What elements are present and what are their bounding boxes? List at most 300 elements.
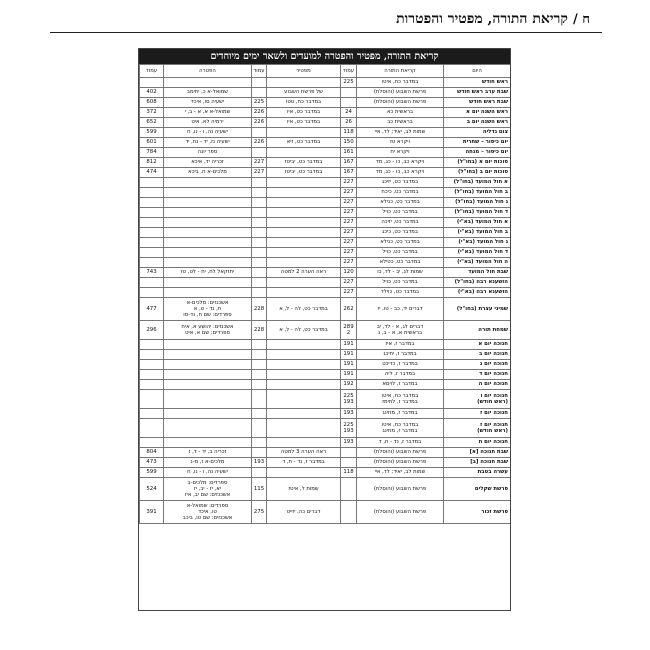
cell-day: ג חול המועד (בא"י): [444, 238, 511, 248]
cell-maftir: [267, 248, 341, 258]
cell-torah-page: 191: [341, 370, 357, 380]
header-rule: [50, 32, 602, 33]
cell-maftir-page: [252, 419, 267, 438]
cell-torah: במדבר ז, כדיכט: [357, 360, 444, 370]
cell-maftir: [267, 198, 341, 208]
cell-day: [444, 390, 511, 409]
cell-torah: במדבר כט, כויל: [357, 278, 444, 288]
cell-maftir-page: [252, 278, 267, 288]
cell-maftir-page: 226: [252, 118, 267, 128]
cell-haftarah-page: 372: [140, 108, 164, 118]
cell-torah-page: 227: [341, 238, 357, 248]
cell-haftarah: [164, 198, 252, 208]
torah-page-line: 2: [346, 330, 351, 336]
cell-torah: במדבר ז, ליה: [357, 370, 444, 380]
cell-torah-page: 118: [341, 128, 357, 138]
cell-day: יום כיפור – מנחה: [444, 148, 511, 158]
table-row: [140, 208, 511, 218]
cell-maftir: במדבר כט, זיא: [267, 138, 341, 148]
cell-maftir: [267, 208, 341, 218]
cell-haftarah: [164, 340, 252, 350]
cell-haftarah: [164, 188, 252, 198]
torah-line: במדבר ז, מחינג: [382, 428, 418, 434]
table-row: [140, 98, 511, 108]
cell-torah: במדבר כט, כטילא: [357, 258, 444, 268]
cell-haftarah: [164, 178, 252, 188]
cell-maftir-page: 228: [252, 321, 267, 340]
torah-line: בראשית א, א - ב, ג: [377, 330, 423, 336]
cell-maftir-page: [252, 248, 267, 258]
haftarah-line: אשכנזים: יהושע א, איח: [181, 323, 234, 330]
table-row: [140, 128, 511, 138]
cell-haftarah-page: 524: [140, 478, 164, 501]
cell-day: סוכות יום ב (בחו"ל): [444, 168, 511, 178]
cell-maftir: [267, 390, 341, 409]
cell-haftarah: [164, 390, 252, 409]
table-title: קריאת התורה, מפטיר והפטרה למועדים ולשאר ימים מיוחדים: [139, 49, 510, 64]
cell-torah: שמות לב, יאיד; לד, איי: [357, 468, 444, 478]
cell-torah-page: 167: [341, 158, 357, 168]
table-row: [140, 258, 511, 268]
cell-maftir-page: [252, 228, 267, 238]
haftarah-line: ספרדים: שמואל-א: [186, 502, 229, 509]
col-torah: קריאת התורה: [357, 65, 444, 78]
cell-maftir: [267, 178, 341, 188]
cell-haftarah-page: [140, 258, 164, 268]
cell-torah-page: 227: [341, 278, 357, 288]
cell-haftarah-page: [140, 390, 164, 409]
table-row: [140, 268, 511, 278]
cell-torah: [357, 419, 444, 438]
col-day: היום: [444, 65, 511, 78]
cell-haftarah-page: [140, 370, 164, 380]
cell-torah-page: 193: [341, 438, 357, 448]
cell-torah: פרשת השבוע (והוסלח): [357, 88, 444, 98]
cell-day: שבת ראש חודש: [444, 98, 511, 108]
haftarah-line: יא, יז - יב, יז: [193, 485, 222, 492]
cell-haftarah-page: 599: [140, 468, 164, 478]
cell-day: שבת ערב ראש חודש: [444, 88, 511, 98]
cell-haftarah-page: [140, 360, 164, 370]
table-row: [140, 321, 511, 340]
cell-maftir-page: [252, 370, 267, 380]
cell-day: א חול המועד (בא"י): [444, 218, 511, 228]
col-maftir: מפטיר: [267, 65, 341, 78]
cell-torah: ויקרא טז: [357, 138, 444, 148]
cell-maftir-page: 227: [252, 168, 267, 178]
cell-day: ב חול המועד (בא"י): [444, 228, 511, 238]
cell-haftarah: [164, 228, 252, 238]
cell-maftir: במדבר כט, יביטז: [267, 158, 341, 168]
col-haftarah-page: עמוד: [140, 65, 164, 78]
cell-torah-page: [341, 88, 357, 98]
cell-haftarah: ישעיה נה, ו - נו, ח: [164, 128, 252, 138]
cell-maftir-page: [252, 208, 267, 218]
cell-torah: בראשית כב: [357, 118, 444, 128]
torah-line: דברים לג, א - לד, יב: [376, 323, 424, 330]
haftarah-line: אשכנזים: שם יב, איז: [184, 492, 231, 499]
cell-day: ב חול המועד (בחו"ל): [444, 188, 511, 198]
cell-torah-page: [341, 501, 357, 524]
cell-maftir-page: [252, 380, 267, 390]
cell-maftir: [267, 128, 341, 138]
cell-torah: במדבר ז, מחינג: [357, 409, 444, 419]
cell-maftir-page: [252, 350, 267, 360]
cell-maftir-page: [252, 258, 267, 268]
cell-maftir-page: [252, 238, 267, 248]
cell-torah: פרשת השבוע (והוסלח): [357, 448, 444, 458]
cell-maftir: [267, 188, 341, 198]
cell-haftarah: [164, 380, 252, 390]
cell-torah-page: [341, 98, 357, 108]
day-line: חנוכה יום ז: [480, 421, 508, 428]
cell-maftir-page: [252, 340, 267, 350]
cell-maftir-page: [252, 288, 267, 298]
cell-maftir: [267, 228, 341, 238]
cell-maftir-page: 275: [252, 501, 267, 524]
cell-haftarah: ישעיה סו, איכד: [164, 98, 252, 108]
cell-haftarah: [164, 288, 252, 298]
cell-day: ראש חודש: [444, 78, 511, 88]
cell-maftir: [267, 419, 341, 438]
table-row: [140, 458, 511, 468]
cell-haftarah: [164, 238, 252, 248]
cell-haftarah: [164, 208, 252, 218]
cell-torah: שמות לג, יב - לד, כו: [357, 268, 444, 278]
cell-torah-page: [341, 390, 357, 409]
cell-maftir: במדבר כט, לה - ל, א: [267, 298, 341, 321]
table-row: [140, 350, 511, 360]
table-body: [140, 78, 511, 524]
cell-maftir-page: 115: [252, 478, 267, 501]
cell-haftarah: [164, 78, 252, 88]
cell-haftarah-page: 804: [140, 448, 164, 458]
cell-haftarah: [164, 370, 252, 380]
cell-torah-page: 227: [341, 248, 357, 258]
table-row: [140, 178, 511, 188]
cell-day: חנוכה יום ז: [444, 409, 511, 419]
cell-maftir: [267, 380, 341, 390]
haftarah-line: ספרדים: שם ח, נד-סו: [183, 312, 232, 319]
cell-torah-page: 227: [341, 288, 357, 298]
table-row: [140, 390, 511, 409]
cell-haftarah-page: 296: [140, 321, 164, 340]
cell-torah: ויקרא יח: [357, 148, 444, 158]
cell-maftir: במדבר כח, טטו: [267, 98, 341, 108]
torah-line: במדבר ז, לחימז: [382, 399, 418, 405]
table-row: [140, 168, 511, 178]
cell-maftir-page: [252, 268, 267, 278]
cell-torah: במדבר כט, כיכג: [357, 228, 444, 238]
cell-maftir: שמות ל, איטז: [267, 478, 341, 501]
cell-haftarah-page: [140, 438, 164, 448]
table-row: [140, 298, 511, 321]
cell-torah: במדבר כט, יזיכג: [357, 178, 444, 188]
table-row: [140, 158, 511, 168]
cell-maftir: במדבר כט, לה - ל, א: [267, 321, 341, 340]
cell-torah: במדבר כט, כויל: [357, 248, 444, 258]
cell-day: [444, 419, 511, 438]
cell-day: ה חול המועד (בא"י): [444, 258, 511, 268]
day-line: (ראש חודש): [477, 428, 508, 434]
cell-torah-page: 227: [341, 258, 357, 268]
cell-torah: במדבר כט, כגילא: [357, 238, 444, 248]
cell-haftarah-page: [140, 218, 164, 228]
cell-haftarah: זכריה ב, יד - ד, ז: [164, 448, 252, 458]
cell-haftarah-page: [140, 409, 164, 419]
cell-haftarah: [164, 478, 252, 501]
cell-haftarah: יחזקאל לח, יח - לט, טז: [164, 268, 252, 278]
cell-day: עשרה בטבת: [444, 468, 511, 478]
cell-torah: [357, 390, 444, 409]
cell-haftarah-page: 477: [140, 298, 164, 321]
cell-maftir-page: [252, 148, 267, 158]
cell-torah-page: 191: [341, 350, 357, 360]
cell-torah: פרשת השבוע (והוסלח): [357, 501, 444, 524]
table-row: [140, 370, 511, 380]
table-row: [140, 238, 511, 248]
table-row: [140, 78, 511, 88]
torah-page-line: 225: [343, 421, 354, 428]
table-row: [140, 360, 511, 370]
cell-haftarah: [164, 321, 252, 340]
cell-day: ראש השנה יום א: [444, 108, 511, 118]
cell-torah: במדבר כט, כויל: [357, 208, 444, 218]
cell-torah: ויקרא כב, כו - כג, מד: [357, 158, 444, 168]
table-row: [140, 380, 511, 390]
cell-maftir: [267, 468, 341, 478]
table-row: [140, 409, 511, 419]
col-maftir-page: עמוד: [252, 65, 267, 78]
cell-haftarah: ישעיה נה, ו - נו, ח: [164, 468, 252, 478]
cell-maftir: [267, 218, 341, 228]
readings-table: [139, 64, 511, 524]
cell-maftir-page: 225: [252, 98, 267, 108]
cell-haftarah-page: 402: [140, 88, 164, 98]
cell-haftarah-page: [140, 248, 164, 258]
cell-maftir: ראה הערה 3 למטה: [267, 448, 341, 458]
cell-maftir: דברים כה, יזייט: [267, 501, 341, 524]
cell-maftir: במדבר ז, נד - ח, ד: [267, 458, 341, 468]
table-row: [140, 248, 511, 258]
cell-torah-page: [341, 448, 357, 458]
cell-torah: [357, 321, 444, 340]
cell-torah-page: 150: [341, 138, 357, 148]
cell-maftir-page: 228: [252, 298, 267, 321]
cell-haftarah-page: [140, 188, 164, 198]
cell-torah: בראשית כא: [357, 108, 444, 118]
cell-torah: במדבר ז, איז: [357, 340, 444, 350]
torah-page-line: 289: [343, 323, 354, 330]
cell-day: חנוכה יום ח: [444, 438, 511, 448]
cell-haftarah: ישעיה נז, יד - נח, יד: [164, 138, 252, 148]
cell-maftir: במדבר כט, יביטז: [267, 168, 341, 178]
cell-maftir-page: [252, 198, 267, 208]
table-row: [140, 228, 511, 238]
cell-torah-page: 193: [341, 409, 357, 419]
cell-torah-page: 227: [341, 188, 357, 198]
cell-torah: דברים יד, כב - טו, יז: [357, 298, 444, 321]
torah-page-line: 225: [343, 392, 354, 399]
cell-torah: פרשת השבוע (והוסלח): [357, 478, 444, 501]
cell-haftarah: [164, 218, 252, 228]
cell-torah-page: 262: [341, 298, 357, 321]
cell-day: הושענא רבה (בחו"ל): [444, 278, 511, 288]
page-number: ח /: [573, 12, 590, 27]
cell-haftarah-page: [140, 350, 164, 360]
cell-maftir-page: [252, 88, 267, 98]
cell-haftarah-page: 608: [140, 98, 164, 108]
cell-torah: במדבר כט, כגילא: [357, 198, 444, 208]
table-row: [140, 438, 511, 448]
cell-maftir-page: [252, 438, 267, 448]
cell-day: שמיני עצרת (בחו"ל): [444, 298, 511, 321]
cell-torah-page: 24: [341, 108, 357, 118]
table-row: [140, 340, 511, 350]
cell-haftarah: ספר יונה: [164, 148, 252, 158]
table-row: [140, 448, 511, 458]
cell-day: שבת חנוכה [ב]: [444, 458, 511, 468]
cell-torah-page: [341, 419, 357, 438]
cell-torah: שמות לב, יאיד; לד, איי: [357, 128, 444, 138]
cell-torah: במדבר ז, נד - ח, ד: [357, 438, 444, 448]
col-haftarah: הפטרה: [164, 65, 252, 78]
cell-torah-page: 227: [341, 218, 357, 228]
cell-haftarah: שמואל-א א, א - ב, י: [164, 108, 252, 118]
table-row: [140, 148, 511, 158]
cell-haftarah-page: 812: [140, 158, 164, 168]
cell-haftarah: [164, 360, 252, 370]
table-row: [140, 501, 511, 524]
cell-haftarah-page: 743: [140, 268, 164, 278]
cell-maftir-page: [252, 128, 267, 138]
cell-haftarah-page: [140, 340, 164, 350]
cell-maftir-page: [252, 78, 267, 88]
cell-torah-page: 120: [341, 268, 357, 278]
cell-maftir-page: [252, 390, 267, 409]
cell-torah: במדבר כט, כיכח: [357, 188, 444, 198]
torah-line: במדבר כח, איטו: [381, 392, 419, 399]
table-row: [140, 188, 511, 198]
cell-day: סוכות יום א (בחו"ל): [444, 158, 511, 168]
cell-maftir: ראה הערה 2 למטה: [267, 268, 341, 278]
cell-torah-page: 118: [341, 468, 357, 478]
cell-torah: פרשת השבוע (והוסלח): [357, 98, 444, 108]
table-header-row: [140, 65, 511, 78]
col-torah-page: עמוד: [341, 65, 357, 78]
cell-maftir-page: 193: [252, 458, 267, 468]
table-row: [140, 478, 511, 501]
cell-torah-page: 167: [341, 168, 357, 178]
cell-maftir: [267, 238, 341, 248]
cell-maftir-page: [252, 178, 267, 188]
haftarah-line: ח, נד - ט, א: [193, 305, 222, 312]
cell-torah-page: 227: [341, 198, 357, 208]
cell-haftarah-page: 784: [140, 148, 164, 158]
cell-haftarah: [164, 298, 252, 321]
cell-maftir-page: [252, 188, 267, 198]
cell-maftir: [267, 438, 341, 448]
cell-maftir-page: [252, 468, 267, 478]
cell-haftarah: [164, 278, 252, 288]
cell-torah-page: 227: [341, 178, 357, 188]
cell-torah-page: 26: [341, 118, 357, 128]
cell-torah: במדבר כט, יזיכה: [357, 218, 444, 228]
cell-haftarah: [164, 350, 252, 360]
cell-haftarah-page: 474: [140, 168, 164, 178]
cell-torah: במדבר כט, כוילד: [357, 288, 444, 298]
cell-day: חנוכה יום ד: [444, 370, 511, 380]
cell-maftir: [267, 370, 341, 380]
cell-torah-page: 225: [341, 78, 357, 88]
cell-maftir: [267, 360, 341, 370]
table-row: [140, 138, 511, 148]
cell-torah-page: 191: [341, 360, 357, 370]
cell-day: שמחת תורה: [444, 321, 511, 340]
cell-maftir: [267, 258, 341, 268]
cell-maftir: [267, 340, 341, 350]
cell-maftir: [267, 78, 341, 88]
running-header: [50, 8, 590, 30]
cell-torah: במדבר ז, יחיכג: [357, 350, 444, 360]
haftarah-line: טו, איכד: [198, 508, 217, 515]
cell-torah-page: 227: [341, 228, 357, 238]
cell-haftarah-page: [140, 278, 164, 288]
cell-day: א חול המועד (בחו"ל): [444, 178, 511, 188]
page-title: קריאת התורה, מפטיר והפטרות: [396, 11, 568, 27]
cell-haftarah-page: [140, 78, 164, 88]
cell-day: חנוכה יום ג: [444, 360, 511, 370]
cell-haftarah: [164, 409, 252, 419]
cell-day: שבת חנוכה [א]: [444, 448, 511, 458]
cell-torah-page: [341, 478, 357, 501]
cell-haftarah: [164, 501, 252, 524]
cell-maftir-page: [252, 360, 267, 370]
cell-torah: פרשת השבוע (והוסלח): [357, 458, 444, 468]
cell-haftarah-page: [140, 178, 164, 188]
cell-day: חנוכה יום ה: [444, 380, 511, 390]
table-row: [140, 108, 511, 118]
cell-torah: במדבר כח, איטו: [357, 78, 444, 88]
table-row: [140, 468, 511, 478]
cell-torah: במדבר ז, לויםא: [357, 380, 444, 390]
cell-maftir-page: 226: [252, 108, 267, 118]
day-line: (ראש חודש): [477, 399, 508, 405]
cell-torah-page: 227: [341, 208, 357, 218]
cell-haftarah-page: 601: [140, 138, 164, 148]
haftarah-line: אשכנזים: מלכים-א: [186, 299, 229, 306]
cell-maftir: [267, 350, 341, 360]
cell-day: ראש השנה יום ב: [444, 118, 511, 128]
cell-haftarah: [164, 258, 252, 268]
cell-haftarah-page: [140, 238, 164, 248]
cell-haftarah: [164, 438, 252, 448]
cell-torah-page: [341, 321, 357, 340]
cell-torah-page: [341, 458, 357, 468]
cell-maftir-page: 227: [252, 158, 267, 168]
cell-day: צום גדליה: [444, 128, 511, 138]
cell-maftir: [267, 278, 341, 288]
cell-maftir-page: [252, 218, 267, 228]
cell-haftarah-page: 652: [140, 118, 164, 128]
cell-day: פרשת זכור: [444, 501, 511, 524]
haftarah-line: ספרדים: מלכים-ב: [187, 479, 228, 486]
table-row: [140, 218, 511, 228]
table-row: [140, 419, 511, 438]
cell-haftarah-page: [140, 419, 164, 438]
cell-maftir: [267, 288, 341, 298]
cell-maftir: של פרשת השבוע: [267, 88, 341, 98]
